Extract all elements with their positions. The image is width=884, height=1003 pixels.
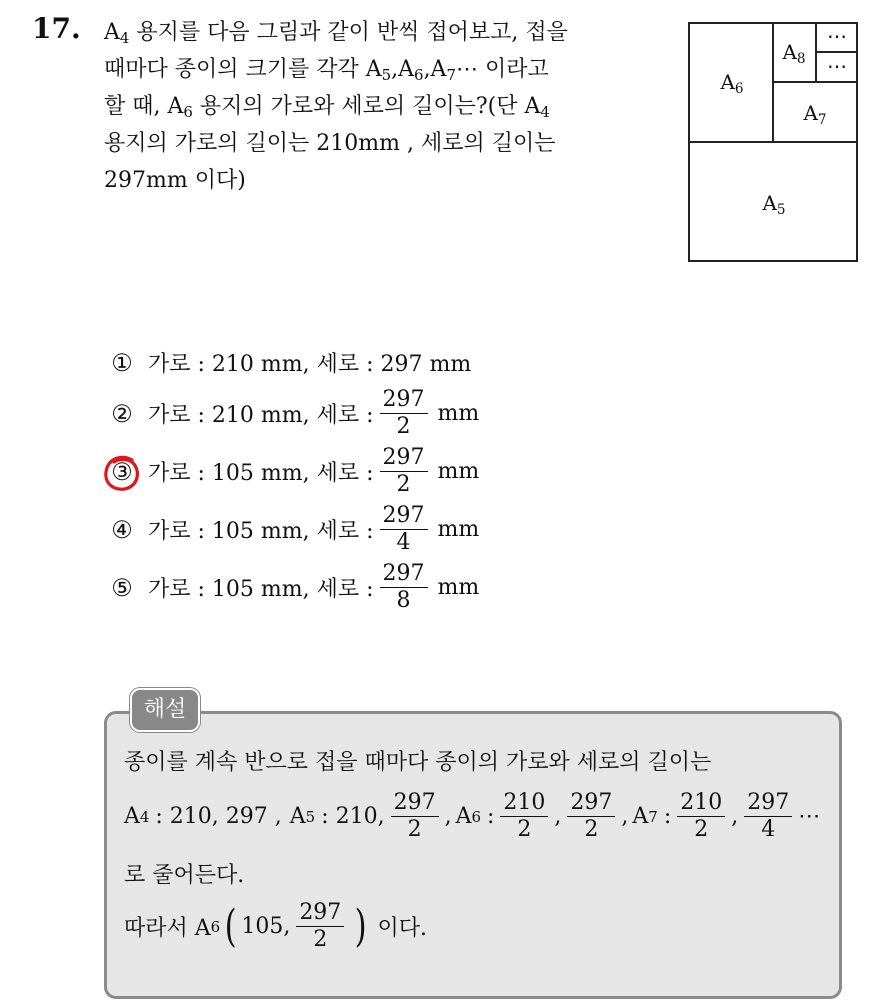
choice-4[interactable] — [110, 503, 479, 556]
choice-text: 가로 : 105 mm, 세로 : — [148, 461, 374, 486]
denominator: 2 — [517, 817, 532, 842]
numerator: 210 — [677, 790, 725, 817]
fraction — [296, 900, 344, 953]
a7-label — [803, 101, 827, 128]
text: 용지를 다음 그림과 같이 반씩 접어보고, 접을 — [129, 20, 568, 45]
numerator: 297 — [380, 445, 428, 472]
choice-number: ④ — [111, 515, 133, 544]
subscript: 6 — [734, 80, 744, 97]
denominator: 4 — [761, 817, 776, 842]
solution-tag: 해설 — [130, 688, 200, 732]
denominator: 8 — [396, 588, 411, 613]
a6-label — [720, 70, 744, 97]
paper-fold-figure — [688, 22, 858, 262]
solution-line-4: 따라서 A 6 ( 105, $\frac{297}{2}$ ) 이다. — [124, 900, 427, 952]
choice-text: 가로 : 210 mm, 세로 : — [148, 403, 374, 428]
question-line-4: 용지의 가로의 길이는 210mm , 세로의 길이는 — [104, 131, 556, 156]
question-line-1 — [104, 14, 664, 51]
unit: mm — [437, 575, 480, 600]
fraction — [380, 503, 428, 556]
solution-line-1: 종이를 계속 반으로 접을 때마다 종이의 가로와 세로의 길이는 — [124, 750, 712, 775]
question-line-3 — [104, 88, 664, 125]
question-line-2 — [104, 51, 664, 88]
choice-text: 가로 : 105 mm, 세로 : — [148, 577, 374, 602]
choice-number: ⑤ — [111, 573, 133, 602]
text: 할 때, A — [104, 94, 184, 119]
text: A — [803, 101, 818, 125]
text: : 210, 297 , — [155, 804, 282, 829]
subscript: 4 — [540, 103, 550, 122]
text: 때마다 종이의 크기를 각각 A — [104, 57, 382, 82]
question-line-5: 297mm 이다) — [104, 168, 246, 193]
text: : 210, — [321, 804, 385, 829]
numerator: 297 — [296, 900, 344, 927]
text: A — [124, 804, 140, 829]
red-circle-mark — [102, 454, 144, 494]
choice-text: 가로 : 105 mm, 세로 : — [148, 519, 374, 544]
fraction — [380, 561, 428, 614]
choice-text: 가로 : 210 mm, 세로 : 297 mm — [148, 352, 472, 377]
subscript: 6 — [183, 103, 193, 122]
choice-1[interactable] — [110, 347, 471, 378]
subscript: 7 — [817, 111, 827, 128]
text: A — [782, 40, 797, 64]
text: A — [720, 70, 735, 94]
text: : — [486, 804, 495, 829]
choice-number: ① — [111, 348, 133, 377]
unit: mm — [437, 401, 480, 426]
denominator: 2 — [584, 817, 599, 842]
numerator: 297 — [744, 790, 792, 817]
numerator: 297 — [380, 503, 428, 530]
choice-3[interactable] — [110, 445, 479, 498]
text: 105, — [241, 914, 291, 939]
choice-5[interactable] — [110, 561, 479, 614]
dots-label: ⋯ — [827, 54, 847, 78]
numerator: 297 — [380, 387, 428, 414]
text: ,A — [423, 57, 447, 82]
question-text — [104, 14, 664, 199]
text: A — [289, 804, 306, 829]
choice-number: ② — [111, 399, 133, 428]
denominator: 2 — [396, 414, 411, 439]
fraction — [380, 445, 428, 498]
text: 따라서 A — [124, 916, 211, 941]
numerator: 210 — [500, 790, 548, 817]
numerator: 297 — [391, 790, 439, 817]
subscript: 7 — [446, 66, 456, 85]
text: A — [455, 804, 472, 829]
question-number: 17. — [32, 12, 81, 45]
subscript: 5 — [381, 66, 392, 85]
text: ⋯ — [798, 804, 821, 829]
text: : — [663, 804, 672, 829]
a5-label — [762, 191, 786, 218]
choice-number: ③ — [110, 460, 134, 484]
fraction — [744, 790, 792, 843]
text: ,A — [391, 57, 415, 82]
text: 용지의 가로와 세로의 길이는?(단 A — [192, 94, 541, 119]
subscript: 5 — [776, 201, 786, 218]
solution-line-3: 로 줄어든다. — [124, 863, 245, 888]
a8-label — [782, 40, 806, 67]
numerator: 297 — [567, 790, 615, 817]
text: A — [632, 804, 649, 829]
fraction — [500, 790, 548, 843]
fraction — [567, 790, 615, 843]
text: ( — [224, 900, 237, 952]
subscript: 6 — [414, 66, 424, 85]
denominator: 2 — [313, 927, 328, 952]
fraction — [391, 790, 439, 843]
dots-label: ⋯ — [827, 24, 847, 48]
choice-2[interactable] — [110, 387, 479, 440]
fraction — [380, 387, 428, 440]
solution-line-2: A 4 : 210, 297 , A 5 : 210, $\frac{297}{2}$ , A 6 : $\frac{210}{2}$ , $\frac{297}{2}$ , A 7 : $\frac{210}{2}$ , $\frac{297}{4}$ ⋯ — [124, 790, 821, 842]
text: A — [762, 191, 777, 215]
subscript: 4 — [119, 29, 130, 48]
text: 이다. — [377, 916, 427, 941]
unit: mm — [437, 517, 480, 542]
denominator: 2 — [396, 472, 411, 497]
text: ) — [354, 900, 367, 952]
denominator: 4 — [396, 530, 411, 555]
unit: mm — [437, 459, 480, 484]
subscript: 8 — [796, 50, 806, 67]
denominator: 2 — [407, 817, 422, 842]
numerator: 297 — [380, 561, 428, 588]
fraction — [677, 790, 725, 843]
text: A — [104, 20, 120, 45]
denominator: 2 — [694, 817, 709, 842]
text: ⋯ 이라고 — [455, 57, 549, 82]
